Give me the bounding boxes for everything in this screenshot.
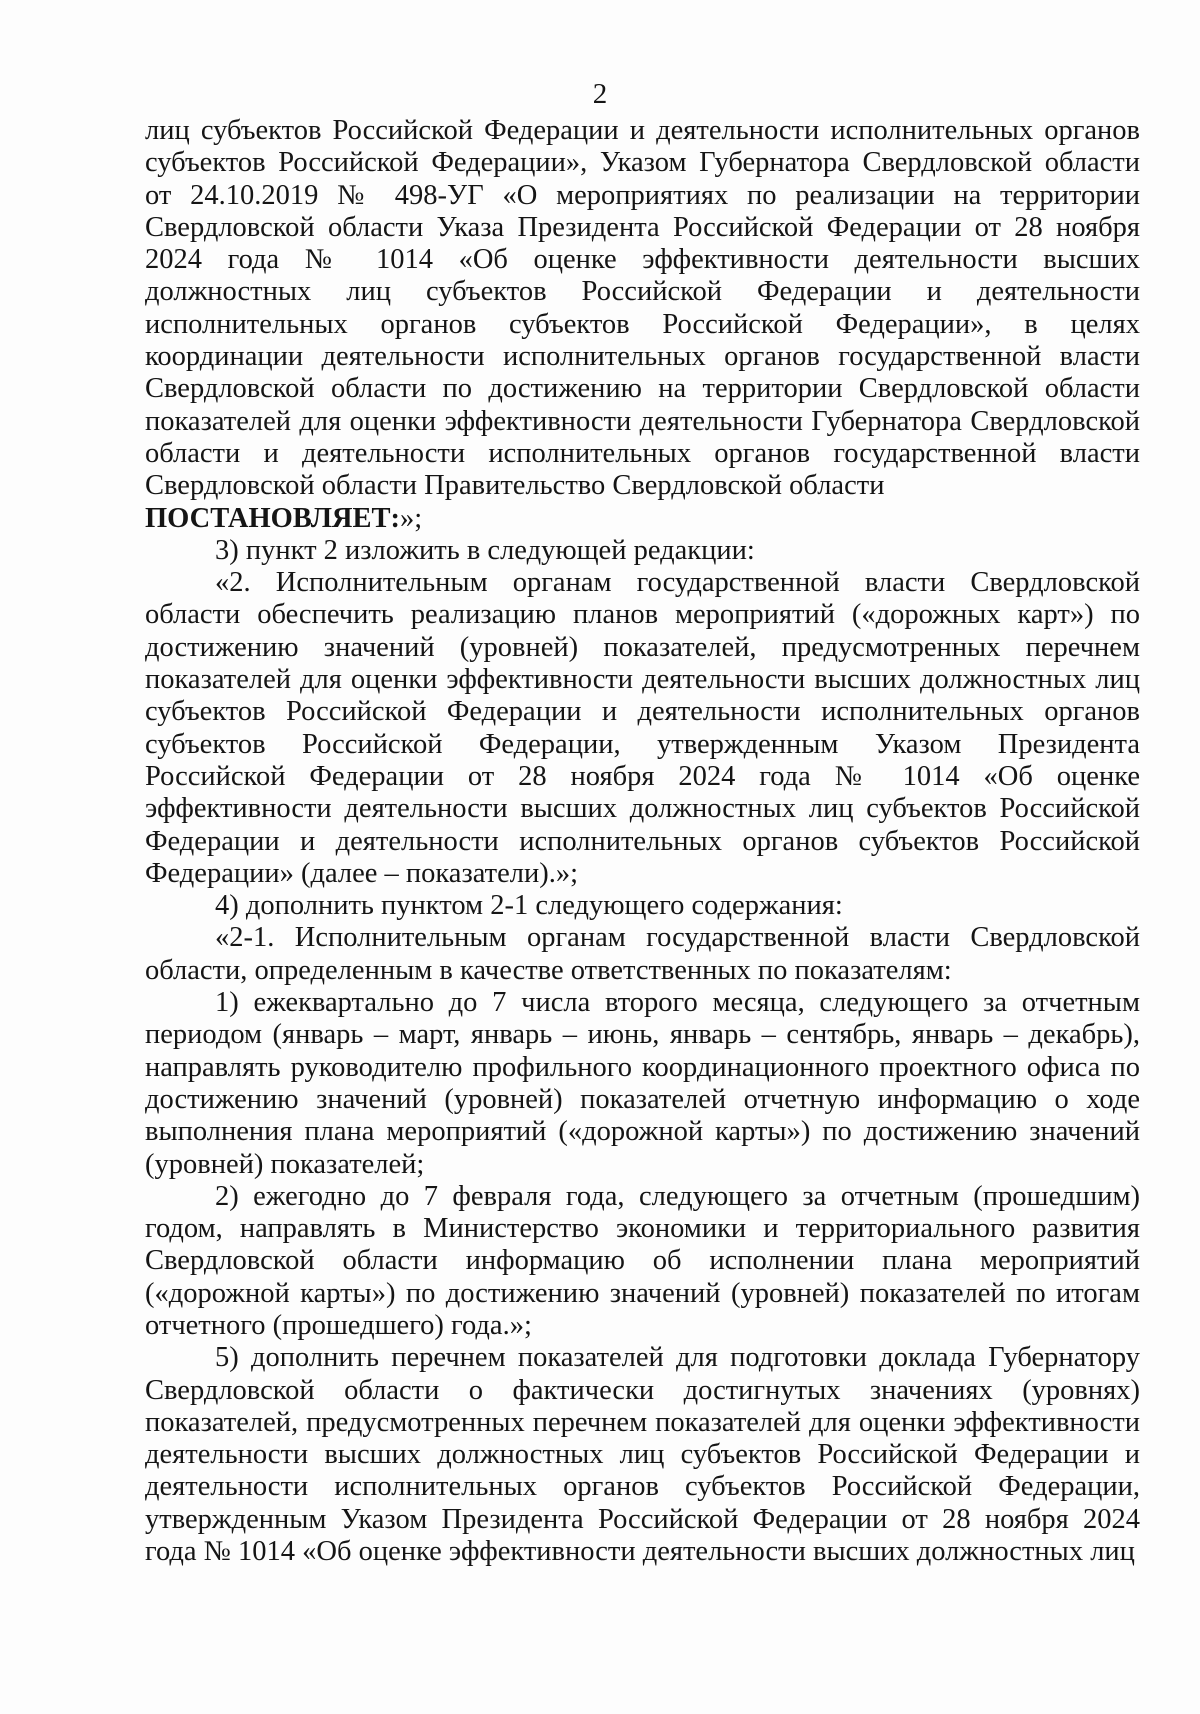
- paragraph-subitem-2: 2) ежегодно до 7 февраля года, следующего за отчетным (прошедшим) годом, направлять в Министерство экономики и территориального развития Свердловской области информацию об исполнении плана мероприятий («дорожной карты») по достижению значений (уровней) показателей по итогам отчетного (прошедшего) года.»;: [145, 1180, 1140, 1341]
- paragraph-subitem-1: 1) ежеквартально до 7 числа второго месяца, следующего за отчетным периодом (январь – март, январь – июнь, январь – сентябрь, январь – декабрь), направлять руководителю профильного координационного проектного офиса по достижению значений (уровней) показателей отчетную информацию о ходе выполнения плана мероприятий («дорожной карты») по достижению значений (уровней) показателей;: [145, 987, 1140, 1180]
- paragraph-item-3: 3) пункт 2 изложить в следующей редакции:: [215, 534, 755, 566]
- page-number: 2: [592, 78, 608, 110]
- document-body: [145, 115, 1140, 1568]
- paragraph-clause-2: «2. Исполнительным органам государственной власти Свердловской области обеспечить реализацию планов мероприятий («дорожных карт») по достижению значений (уровней) показателей, предусмотренных перечнем показателей для оценки эффективности деятельности высших должностных лиц субъектов Российской Федерации и деятельности исполнительных органов субъектов Российской Федерации, утвержденным Указом Президента Российской Федерации от 28 ноября 2024 года № 1014 «Об оценке эффективности деятельности высших должностных лиц субъектов Российской Федерации и деятельности исполнительных органов субъектов Российской Федерации» (далее – показатели).»;: [145, 567, 1140, 889]
- resolves-word: ПОСТАНОВЛЯЕТ:: [145, 502, 401, 534]
- resolves-suffix: »;: [400, 502, 423, 534]
- paragraph-item-4: 4) дополнить пунктом 2-1 следующего содержания:: [215, 890, 843, 922]
- paragraph-item-5: 5) дополнить перечнем показателей для подготовки доклада Губернатору Свердловской области о фактически достигнутых значениях (уровнях) показателей, предусмотренных перечнем показателей для оценки эффективности деятельности высших должностных лиц субъектов Российской Федерации и деятельности исполнительных органов субъектов Российской Федерации, утвержденным Указом Президента Российской Федерации от 28 ноября 2024 года № 1014 «Об оценке эффективности деятельности высших должностных лиц: [145, 1342, 1140, 1568]
- paragraph-clause-2-1: «2-1. Исполнительным органам государственной власти Свердловской области, определенным в качестве ответственных по показателям:: [145, 922, 1140, 986]
- paragraph-resolves: [145, 503, 1140, 535]
- paragraph-preamble: лиц субъектов Российской Федерации и деятельности исполнительных органов субъектов Российской Федерации», Указом Губернатора Свердловской области от 24.10.2019 № 498-УГ «О мероприятиях по реализации на территории Свердловской области Указа Президента Российской Федерации от 28 ноября 2024 года № 1014 «Об оценке эффективности деятельности высших должностных лиц субъектов Российской Федерации и деятельности исполнительных органов субъектов Российской Федерации», в целях координации деятельности исполнительных органов государственной власти Свердловской области по достижению на территории Свердловской области показателей для оценки эффективности деятельности Губернатора Свердловской области и деятельности исполнительных органов государственной власти Свердловской области Правительство Свердловской области: [145, 115, 1140, 502]
